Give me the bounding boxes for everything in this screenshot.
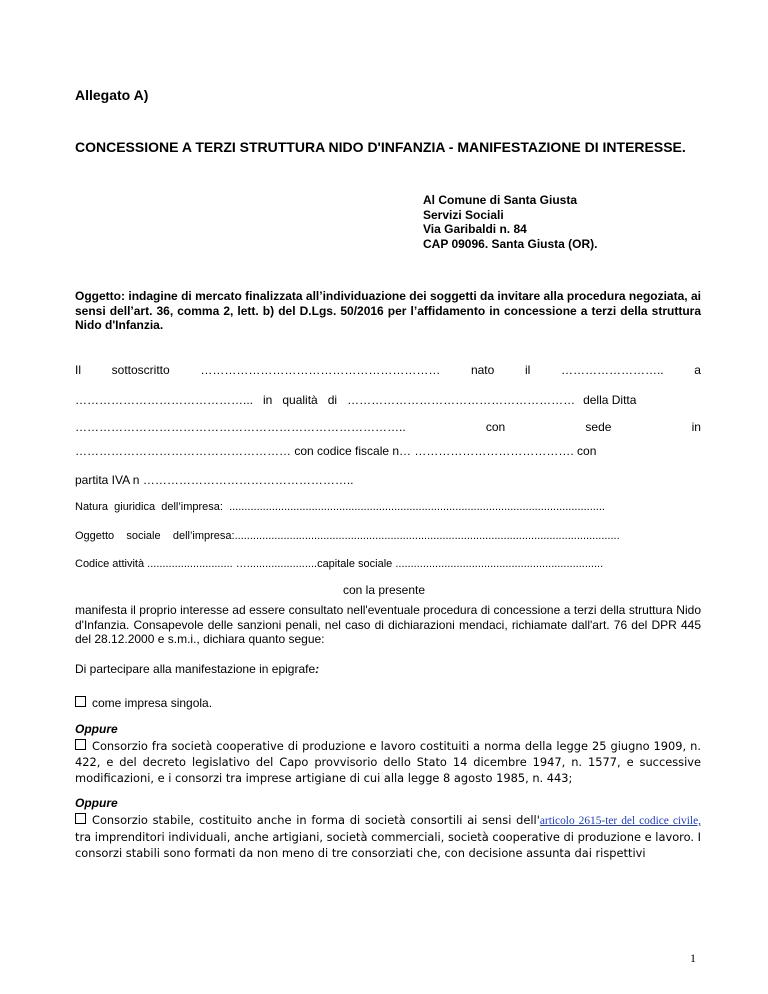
form-blank-name: ……………………………………………………	[200, 363, 441, 377]
form-line-8: Codice attività ............................ ….......................capitale sociale ....................................................................	[75, 558, 604, 570]
form-text: nato	[470, 363, 495, 377]
form-line-2	[75, 393, 701, 407]
option-impresa-singola[interactable]	[75, 696, 212, 710]
option-label: Consorzio stabile, costituito anche in forma di società consortili ai sensi dell'	[92, 813, 540, 827]
form-text: in	[691, 420, 701, 434]
option-label: come impresa singola.	[92, 696, 213, 710]
allegato-heading: Allegato A)	[75, 87, 149, 103]
recipient-block	[423, 193, 598, 251]
oppure-label-2: Oppure	[75, 796, 118, 810]
oggetto-paragraph	[75, 289, 701, 333]
checkbox-icon[interactable]	[75, 739, 86, 750]
form-text: sede	[585, 420, 612, 434]
recipient-line-3: Via Garibaldi n. 84	[423, 222, 527, 236]
checkbox-icon[interactable]	[75, 696, 86, 707]
option-label: Consorzio fra società cooperative di produzione e lavoro costituiti a norma della legge 25 giugno 1909, n. 422, e del decreto legislativo del Capo provvisorio dello Stato 14 dicembre 1947, n. 1577, e successive modificazioni, e i consorzi tra imprese artigiane di cui alla legge 8 agosto 1985, n. 443;	[75, 739, 701, 785]
form-text: in	[263, 393, 273, 407]
recipient-line-4: CAP 09096. Santa Giusta (OR).	[423, 236, 598, 251]
codice-civile-link[interactable]: articolo 2615-ter del codice civile,	[539, 815, 701, 827]
partecipare-colon: :	[315, 662, 320, 676]
recipient-line-1: Al Comune di Santa Giusta	[423, 193, 578, 207]
form-blank-date: ……………………..	[560, 363, 664, 377]
option-label-cont: tra imprenditori individuali, anche artigiani, società commerciali, società cooperative di produzione e lavoro. I consorzi stabili sono formati da non meno di tre consorziati che, con decisione assunta dai rispettivi	[75, 830, 701, 860]
manifesta-paragraph: manifesta il proprio interesse ad essere consultato nell'eventuale procedura di concessione a terzi della struttura Nido d'Infanzia. Consapevole delle sanzioni penali, nel caso di dichiarazioni mendaci, richiamate dall'art. 76 del DPR 445 del 28.12.2000 e s.m.i., dichiara quanto segue:	[75, 603, 701, 647]
form-text: a	[694, 363, 701, 377]
form-line-6: Natura giuridica dell’impresa: ...........................................................................................................................	[75, 501, 605, 513]
form-line-7: Oggetto sociale dell’impresa:..............................................................................................................................	[75, 530, 620, 542]
form-text: con	[485, 420, 506, 434]
form-text: di	[327, 393, 338, 407]
form-blank-company: ………………………………………………………………………..	[75, 420, 406, 434]
option-consorzio-stabile[interactable]	[75, 812, 701, 861]
form-text: della Ditta	[583, 393, 637, 407]
partecipare-text: Di partecipare alla manifestazione in epigrafe	[75, 662, 316, 676]
oppure-label-1: Oppure	[75, 722, 118, 736]
document-title: CONCESSIONE A TERZI STRUTTURA NIDO D'INFANZIA - MANIFESTAZIONE DI INTERESSE.	[75, 139, 686, 155]
page-number: 1	[690, 951, 696, 965]
form-line-3	[75, 420, 701, 434]
form-line-5: partita IVA n ……………………………………………..	[75, 473, 354, 487]
form-text: qualità	[282, 393, 318, 407]
form-blank-role: …………………………………………………	[347, 393, 576, 407]
form-text: il	[524, 363, 531, 377]
form-line-1	[75, 363, 701, 377]
recipient-line-2: Servizi Sociali	[423, 207, 504, 222]
option-consorzio-cooperative[interactable]	[75, 738, 701, 786]
form-blank-birthplace: ……………………………………...	[75, 393, 254, 407]
checkbox-icon[interactable]	[75, 813, 86, 824]
oggetto-label: Oggetto:	[75, 289, 125, 303]
con-la-presente: con la presente	[342, 583, 426, 597]
form-text: sottoscritto	[111, 363, 170, 377]
form-text: Il	[75, 363, 81, 377]
form-line-4: ……………………………………………… con codice fiscale n… …………………………………. con	[75, 444, 597, 458]
oggetto-text: indagine di mercato finalizzata all’individuazione dei soggetti da invitare alla procedura negoziata, ai sensi dell’art. 36, comma 2, lett. b) del D.Lgs. 50/2016 per l’affidamento in concessione a terzi della struttura Nido d'Infanzia.	[75, 289, 701, 333]
partecipare-line	[75, 662, 319, 676]
